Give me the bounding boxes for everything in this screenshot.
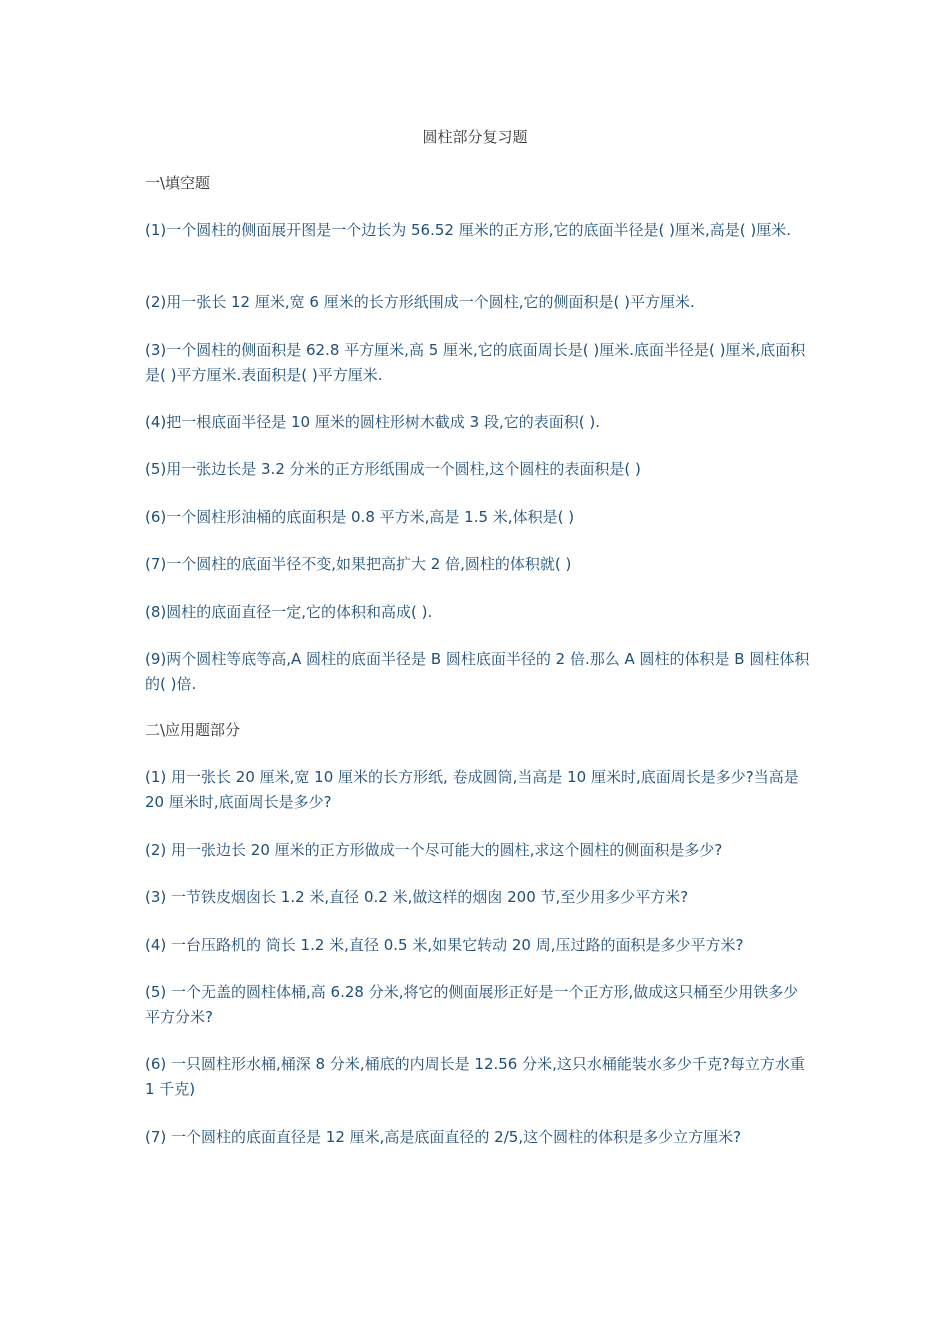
- word-problem-5: (5) 一个无盖的圆柱体桶,高 6.28 分米,将它的侧面展形正好是一个正方形,做成这只桶至少用铁多少平方分米?: [145, 983, 799, 1026]
- word-problem-4: (4) 一台压路机的 筒长 1.2 米,直径 0.5 米,如果它转动 20 周,压过路的面积是多少平方米?: [145, 936, 744, 954]
- fill-in-question-3: (3)一个圆柱的侧面积是 62.8 平方厘米,高 5 厘米,它的底面周长是( )厘米.底面半径是( )厘米,底面积是( )平方厘米.表面积是( )平方厘米.: [145, 341, 806, 384]
- word-problem-2: (2) 用一张边长 20 厘米的正方形做成一个尽可能大的圆柱,求这个圆柱的侧面积是多少?: [145, 841, 723, 859]
- fill-in-question-7: (7)一个圆柱的底面半径不变,如果把高扩大 2 倍,圆柱的体积就( ): [145, 555, 572, 573]
- section-heading-word-problems: 二\应用题部分: [145, 721, 241, 739]
- fill-in-question-6: (6)一个圆柱形油桶的底面积是 0.8 平方米,高是 1.5 米,体积是( ): [145, 508, 575, 526]
- fill-in-question-4: (4)把一根底面半径是 10 厘米的圆柱形树木截成 3 段,它的表面积( ).: [145, 413, 600, 431]
- fill-in-question-2: (2)用一张长 12 厘米,宽 6 厘米的长方形纸围成一个圆柱,它的侧面积是( )平方厘米.: [145, 293, 695, 311]
- section-heading-fill-in: 一\填空题: [145, 174, 211, 192]
- word-problem-3: (3) 一节铁皮烟囱长 1.2 米,直径 0.2 米,做这样的烟囱 200 节,至少用多少平方米?: [145, 888, 689, 906]
- word-problem-6: (6) 一只圆柱形水桶,桶深 8 分米,桶底的内周长是 12.56 分米,这只水桶能装水多少千克?每立方水重 1 千克): [145, 1055, 805, 1098]
- fill-in-question-8: (8)圆柱的底面直径一定,它的体积和高成( ).: [145, 603, 433, 621]
- fill-in-question-1: (1)一个圆柱的侧面展开图是一个边长为 56.52 厘米的正方形,它的底面半径是( )厘米,高是( )厘米.: [145, 221, 791, 239]
- page-title: 圆柱部分复习题: [422, 128, 528, 146]
- fill-in-question-5: (5)用一张边长是 3.2 分米的正方形纸围成一个圆柱,这个圆柱的表面积是( ): [145, 460, 641, 478]
- word-problem-7: (7) 一个圆柱的底面直径是 12 厘米,高是底面直径的 2/5,这个圆柱的体积是多少立方厘米?: [145, 1128, 742, 1146]
- word-problem-1: (1) 用一张长 20 厘米,宽 10 厘米的长方形纸, 卷成圆筒,当高是 10 厘米时,底面周长是多少?当高是 20 厘米时,底面周长是多少?: [145, 768, 799, 811]
- fill-in-question-9: (9)两个圆柱等底等高,A 圆柱的底面半径是 B 圆柱底面半径的 2 倍.那么 A 圆柱的体积是 B 圆柱体积的( )倍.: [145, 650, 810, 693]
